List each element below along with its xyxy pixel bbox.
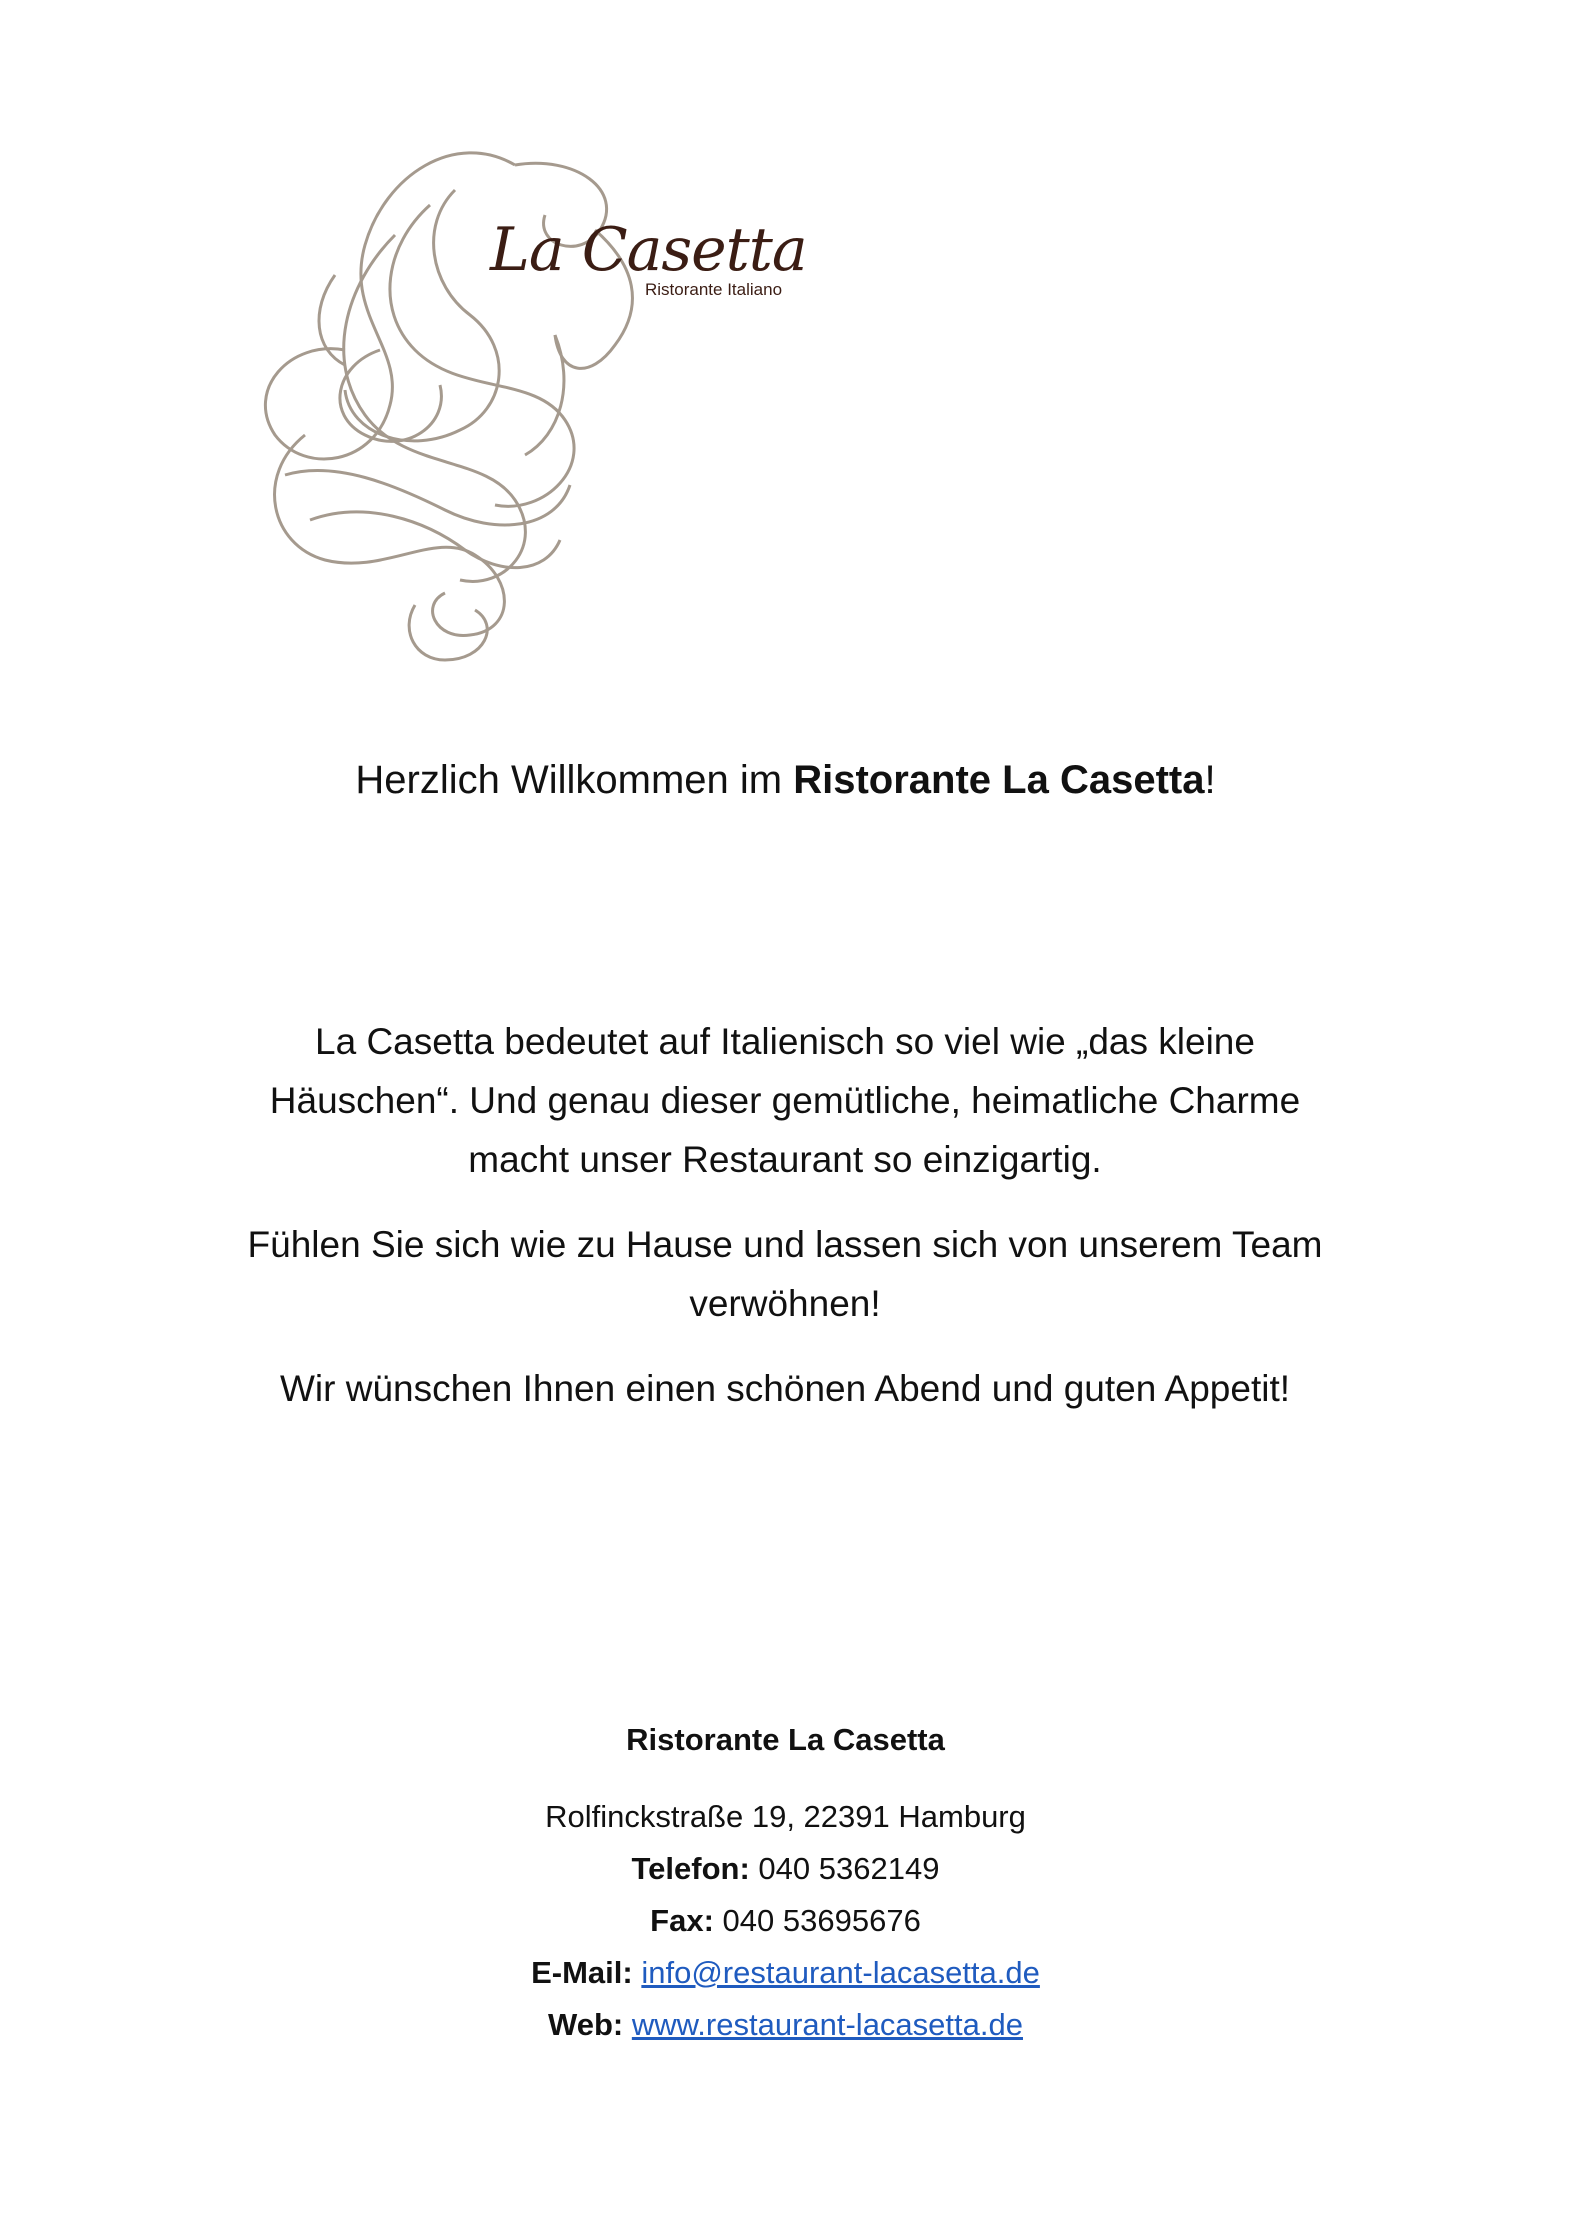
logo-subtitle: Ristorante Italiano <box>645 280 783 299</box>
intro-paragraph: Wir wünschen Ihnen einen schönen Abend und guten Appetit! <box>279 1368 1291 1409</box>
fax-label: Fax: <box>650 1903 714 1938</box>
fax-number: 040 53695676 <box>722 1903 921 1938</box>
email-link[interactable]: info@restaurant-lacasetta.de <box>641 1955 1040 1990</box>
phone-number: 040 5362149 <box>758 1851 940 1886</box>
intro-paragraph: La Casetta bedeutet auf Italienisch so viel wie „das kleine Häuschen“. Und genau dieser gemütliche, heimatliche Charme macht unser Restaurant so einzigartig. <box>269 1021 1301 1180</box>
welcome-restaurant-name: Ristorante La Casetta <box>793 758 1205 802</box>
welcome-suffix: ! <box>1204 758 1216 802</box>
contact-restaurant-name: Ristorante La Casetta <box>626 1722 945 1757</box>
intro-text <box>230 1012 1340 1444</box>
welcome-prefix: Herzlich Willkommen im <box>355 758 794 802</box>
contact-fax-line <box>0 1895 1571 1947</box>
logo-title: La Casetta <box>490 215 807 285</box>
phone-label: Telefon: <box>631 1851 750 1886</box>
web-label: Web: <box>548 2007 624 2042</box>
email-label: E-Mail: <box>531 1955 633 1990</box>
contact-web-line <box>0 1999 1571 2051</box>
welcome-heading <box>0 758 1571 803</box>
contact-phone-line <box>0 1843 1571 1895</box>
intro-paragraph: Fühlen Sie sich wie zu Hause und lassen sich von unserem Team verwöhnen! <box>247 1224 1323 1324</box>
contact-block <box>0 1715 1571 2051</box>
website-link[interactable]: www.restaurant-lacasetta.de <box>631 2007 1023 2042</box>
contact-address: Rolfinckstraße 19, 22391 Hamburg <box>545 1799 1026 1834</box>
restaurant-logo <box>215 135 815 680</box>
contact-email-line <box>0 1947 1571 1999</box>
